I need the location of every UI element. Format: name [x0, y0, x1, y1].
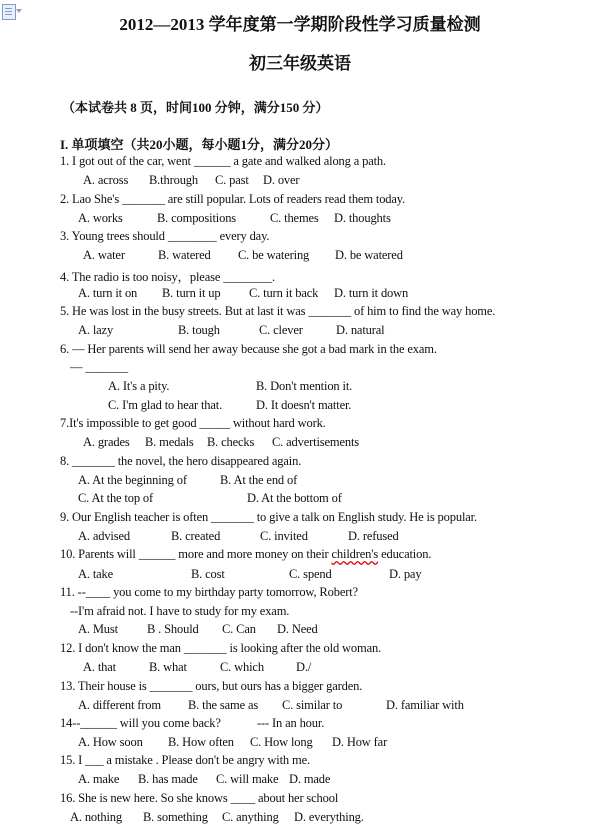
- q8-option-b: B. At the end of: [220, 473, 298, 487]
- q6-option-d: D. It doesn't matter.: [256, 398, 352, 412]
- q1-option-c: C. past: [215, 173, 249, 187]
- q15-option-c: C. will make: [216, 772, 279, 786]
- q14-option-c: C. How long: [250, 735, 313, 749]
- q5-option-b: B. tough: [178, 323, 220, 337]
- question-9: 9. Our English teacher is often _______ to give a talk on English study. He is popular.: [60, 510, 477, 524]
- q4-option-d: D. turn it down: [334, 286, 409, 300]
- question-15: 15. I ___ a mistake . Please don't be angry with me.: [60, 753, 310, 767]
- q7-option-c: B. checks: [207, 435, 255, 449]
- q11-option-d: D. Need: [277, 622, 318, 636]
- q11-option-a: A. Must: [78, 622, 118, 636]
- question-6: 6. — Her parents will send her away because she got a bad mark in the exam.: [60, 342, 437, 356]
- q14-option-a: A. How soon: [78, 735, 143, 749]
- q9-option-a: A. advised: [78, 529, 130, 543]
- q2-option-a: A. works: [78, 211, 123, 225]
- q2-option-c: C. themes: [270, 211, 319, 225]
- q5-option-d: D. natural: [336, 323, 385, 337]
- q14-answer: --- In an hour.: [257, 716, 325, 730]
- q4-option-c: C. turn it back: [249, 286, 319, 300]
- q9-option-b: B. created: [171, 529, 221, 543]
- q7-option-b: B. medals: [145, 435, 194, 449]
- q2-option-b: B. compositions: [157, 211, 237, 225]
- q2-option-d: D. thoughts: [334, 211, 391, 225]
- q16-option-b: B. something: [143, 810, 208, 824]
- q9-option-d: D. refused: [348, 529, 399, 543]
- q12-option-a: A. that: [83, 660, 116, 674]
- q10-option-c: C. spend: [289, 567, 332, 581]
- question-3: 3. Young trees should ________ every day.: [60, 229, 270, 243]
- q3-option-b: B. watered: [158, 248, 211, 262]
- q10-text-start: 10. Parents will ______ more and more money on their: [60, 547, 332, 561]
- q16-option-c: C. anything: [222, 810, 279, 824]
- q11-reply: --I'm afraid not. I have to study for my exam.: [70, 604, 290, 618]
- question-10: [60, 547, 431, 562]
- q15-option-d: D. made: [289, 772, 331, 786]
- q7-option-a: A. grades: [83, 435, 130, 449]
- q13-option-b: B. the same as: [188, 698, 259, 712]
- question-16: 16. She is new here. So she knows ____ about her school: [60, 791, 339, 805]
- page-subtitle: 初三年级英语: [249, 54, 351, 73]
- q10-option-b: B. cost: [191, 567, 225, 581]
- q12-option-d: D./: [296, 660, 312, 674]
- q5-option-a: A. lazy: [78, 323, 114, 337]
- q11-option-b: B . Should: [147, 622, 199, 636]
- q4-option-a: A. turn it on: [78, 286, 138, 300]
- question-7: 7.It's impossible to get good _____ without hard work.: [60, 416, 326, 430]
- q7-option-d: C. advertisements: [272, 435, 360, 449]
- q15-option-b: B. has made: [138, 772, 198, 786]
- q1-option-b: B.through: [149, 173, 198, 187]
- q12-option-c: C. which: [220, 660, 264, 674]
- q14-option-d: D. How far: [332, 735, 388, 749]
- question-5: 5. He was lost in the busy streets. But at last it was _______ of him to find the way home.: [60, 304, 496, 318]
- q16-option-d: D. everything.: [294, 810, 364, 824]
- q13-option-c: C. similar to: [282, 698, 343, 712]
- q3-option-c: C. be watering: [238, 248, 310, 262]
- q15-option-a: A. make: [78, 772, 120, 786]
- question-8: 8. _______ the novel, the hero disappeared again.: [60, 454, 302, 468]
- q6-option-c: C. I'm glad to hear that.: [108, 398, 223, 412]
- q10-option-d: D. pay: [389, 567, 422, 581]
- q16-option-a: A. nothing: [70, 810, 122, 824]
- exam-info: （本试卷共 8 页，时间100 分钟，满分150 分）: [62, 100, 329, 115]
- q3-option-d: D. be watered: [335, 248, 403, 262]
- question-4: 4. The radio is too noisy，please ________.: [60, 270, 275, 284]
- q8-option-c: C. At the top of: [78, 491, 154, 505]
- q6-option-a: A. It's a pity.: [108, 379, 170, 393]
- q9-option-c: C. invited: [260, 529, 308, 543]
- page-title: 2012—2013 学年度第一学期阶段性学习质量检测: [119, 15, 481, 34]
- q14-option-b: B. How often: [168, 735, 234, 749]
- question-12: 12. I don't know the man _______ is looking after the old woman.: [60, 641, 382, 655]
- spellcheck-word: children's: [331, 547, 379, 561]
- q12-option-b: B. what: [149, 660, 187, 674]
- q11-option-c: C. Can: [222, 622, 256, 636]
- question-11: 11. --____ you come to my birthday party tomorrow, Robert?: [60, 585, 358, 599]
- q13-option-a: A. different from: [78, 698, 161, 712]
- q10-option-a: A. take: [78, 567, 114, 581]
- question-2: 2. Lao She's _______ are still popular. Lots of readers read them today.: [60, 192, 406, 206]
- section-title: I. 单项填空（共20小题，每小题1分，满分20分）: [60, 137, 339, 152]
- q6-option-b: B. Don't mention it.: [256, 379, 353, 393]
- q8-option-d: D. At the bottom of: [247, 491, 342, 505]
- q13-option-d: D. familiar with: [386, 698, 464, 712]
- q1-option-a: A. across: [83, 173, 129, 187]
- q5-option-c: C. clever: [259, 323, 303, 337]
- question-13: 13. Their house is _______ ours, but ours has a bigger garden.: [60, 679, 363, 693]
- q1-option-d: D. over: [263, 173, 300, 187]
- question-1: 1. I got out of the car, went ______ a gate and walked along a path.: [60, 154, 387, 168]
- question-14: 14--______ will you come back?: [60, 716, 221, 730]
- q8-option-a: A. At the beginning of: [78, 473, 187, 487]
- q4-option-b: B. turn it up: [162, 286, 221, 300]
- q3-option-a: A. water: [83, 248, 125, 262]
- q10-text-end: education.: [378, 547, 432, 561]
- q6-reply: — _______: [70, 360, 129, 374]
